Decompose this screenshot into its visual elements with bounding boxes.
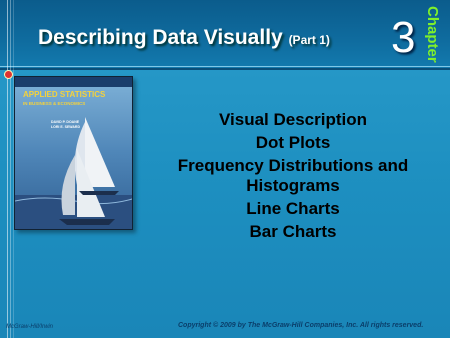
topic-item-dot-plots: Dot Plots <box>255 133 331 152</box>
footer-copyright: Copyright © 2009 by The McGraw-Hill Companies, Inc. All rights reserved. <box>178 322 424 329</box>
book-top-band <box>15 77 132 87</box>
book-cover-image <box>14 76 133 230</box>
topic-item-frequency-distributions: Frequency Distributions and Histograms <box>177 156 409 195</box>
book-author-1: DAVID P. DOANE <box>51 120 80 124</box>
slide-title <box>38 26 330 50</box>
chapter-label: Chapter <box>424 6 441 63</box>
footer-publisher: McGraw-Hill/Irwin <box>6 324 53 330</box>
topic-list <box>150 110 436 245</box>
sailboat-illustration <box>15 77 132 229</box>
topic-item-line-charts: Line Charts <box>246 199 340 218</box>
topic-item-visual-description: Visual Description <box>218 110 367 129</box>
decorative-line <box>7 0 8 338</box>
header-divider-shadow <box>0 68 450 70</box>
topic-item-bar-charts: Bar Charts <box>249 222 337 241</box>
book-author-2: LORI E. SEWARD <box>51 125 80 129</box>
book-subtitle: IN BUSINESS & ECONOMICS <box>23 101 86 106</box>
bullet-dot-icon <box>4 70 13 79</box>
slide-title-part: (Part 1) <box>288 33 330 47</box>
book-title: APPLIED STATISTICS <box>23 90 106 99</box>
decorative-line <box>10 0 11 338</box>
chapter-label-box <box>421 6 447 66</box>
slide-title-text: Describing Data Visually <box>38 26 283 49</box>
header-divider <box>0 66 450 67</box>
chapter-number: 3 <box>391 13 416 62</box>
